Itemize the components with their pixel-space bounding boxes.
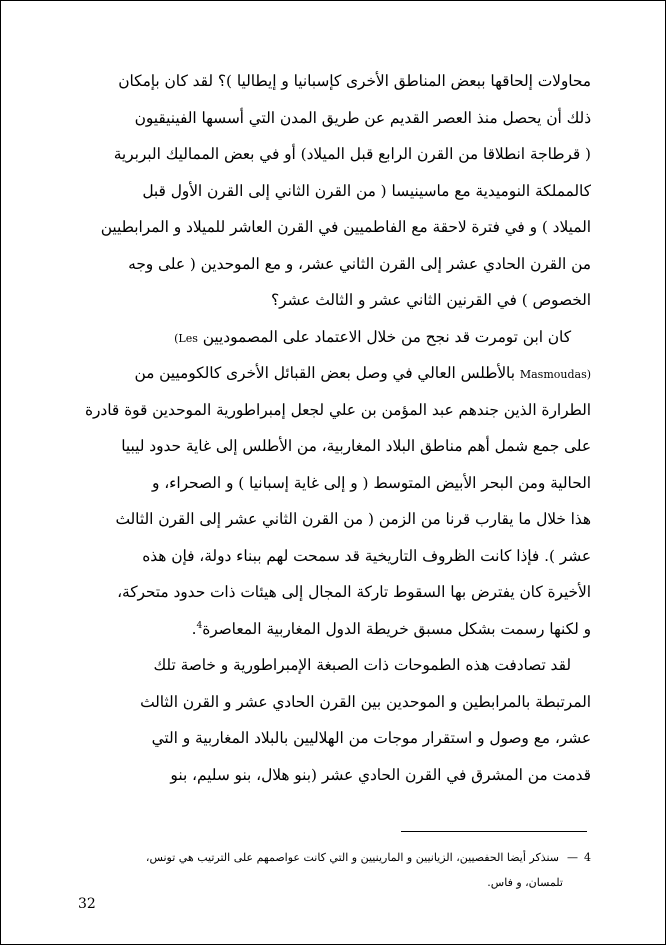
- footnote-text: سنذكر أيضا الحفصيين، الزيانيين و المارينيين و التي كانت عواصمهم على الترتيب هي تونس،: [145, 851, 559, 864]
- text-segment: بالأطلس العالي في وصل بعض القبائل الأخرى كالكوميين من: [134, 364, 515, 382]
- text-line: من القرن الحادي عشر إلى القرن الثاني عشر، و مع الموحدين ( على وجه: [128, 254, 591, 273]
- text-line: ( قرطاجة انطلاقا من القرن الرابع قبل الميلاد) أو في بعض المماليك البربرية: [113, 145, 591, 163]
- text-segment: كان ابن تومرت قد نجح من خلال الاعتماد على المصموديين: [202, 327, 571, 346]
- text-line: قدمت من المشرق في القرن الحادي عشر (بنو هلال، بنو سليم، بنو: [170, 765, 591, 784]
- text-line: كالمملكة النوميدية مع ماسينيسا ( من القرن الثاني إلى القرن الأول قبل: [142, 181, 591, 200]
- text-line: الخصوص ) في القرنين الثاني عشر و الثالث عشر؟: [271, 291, 591, 309]
- body-text: [79, 63, 591, 793]
- text-line: الأخيرة كان يفترض بها السقوط تاركة المجال إلى هيئات ذات حدود متحركة،: [117, 583, 591, 601]
- text-line: عشر ). فإذا كانت الظروف التاريخية قد سمحت لهم ببناء دولة، فإن هذه: [142, 546, 591, 565]
- footnote-text: تلمسان، و فاس.: [487, 876, 563, 889]
- period: .: [191, 619, 197, 638]
- footnote-reference[interactable]: 4: [196, 620, 203, 631]
- footnote-separator: [401, 831, 587, 832]
- latin-term: Masmoudas): [519, 368, 591, 381]
- text-line: [79, 355, 591, 392]
- footnote-number: 4: [584, 851, 591, 864]
- text-line: المرتبطة بالمرابطين و الموحدين بين القرن الحادي عشر و القرن الثالث: [140, 692, 591, 711]
- footnote: [81, 845, 591, 895]
- paragraph-start-line: لقد تصادفت هذه الطموحات ذات الصبغة الإمبراطورية و خاصة تلك: [153, 656, 571, 674]
- text-segment: و لكنها رسمت بشكل مسبق خريطة الدول المغاربية المعاصرة: [202, 619, 591, 638]
- text-line: على جمع شمل أهم مناطق البلاد المغاربية، من الأطلس إلى غاية حدود ليبيا: [121, 437, 591, 455]
- latin-term: (Les: [174, 331, 198, 345]
- text-line: الطرارة الذين جندهم عبد المؤمن بن علي لجعل إمبراطورية الموحدين قوة قادرة: [85, 400, 591, 419]
- text-line: الحالية ومن البحر الأبيض المتوسط ( و إلى غاية إسبانيا ) و الصحراء، و: [151, 473, 591, 492]
- text-line: [79, 611, 591, 648]
- text-line: عشر، مع وصول و استقرار موجات من الهلاليين بالبلاد المغاربية و التي: [151, 729, 591, 747]
- text-line: هذا خلال ما يقارب قرنا من الزمن ( من القرن الثاني عشر إلى القرن الثالث: [115, 510, 591, 528]
- text-line: الميلاد ) و في فترة لاحقة مع الفاطميين في القرن العاشر للميلاد و المرابطيين: [100, 218, 591, 236]
- footnote-line: [81, 845, 591, 870]
- text-line: محاولات إلحاقها ببعض المناطق الأخرى كإسبانيا و إيطاليا )؟ لقد كان بإمكان: [118, 72, 591, 90]
- text-line: ذلك أن يحصل منذ العصر القديم عن طريق المدن التي أسسها الفينيقيون: [134, 108, 591, 127]
- page-number: 32: [78, 896, 96, 912]
- paragraph-start-line: [79, 319, 591, 356]
- footnote-dash: —: [567, 851, 578, 864]
- footnote-line: [81, 870, 591, 895]
